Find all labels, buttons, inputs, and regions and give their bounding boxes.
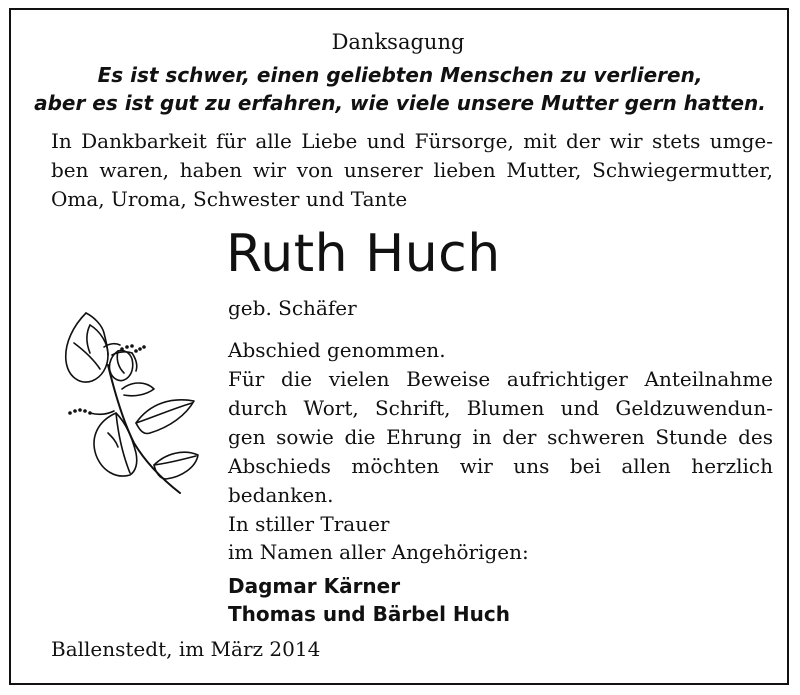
thanks-line-2: durch Wort, Schrift, Blumen und Geldzuwendun- bbox=[228, 396, 773, 420]
farewell-text: Abschied genommen. bbox=[228, 338, 446, 362]
motto-line-2: aber es ist gut zu erfahren, wie viele unsere Mutter gern hatten. bbox=[34, 91, 766, 115]
thanks-line-5: bedanken. bbox=[228, 483, 334, 507]
mourning-line-2: im Namen aller Angehörigen: bbox=[228, 540, 529, 564]
intro-line-3: Oma, Uroma, Schwester und Tante bbox=[51, 187, 408, 211]
mourning-line-1: In stiller Trauer bbox=[228, 512, 390, 536]
intro-line-1: In Dankbarkeit für alle Liebe und Fürsorge, mit der wir stets umge- bbox=[51, 129, 773, 153]
motto-line-1: Es ist schwer, einen geliebten Menschen zu verlieren, bbox=[97, 63, 703, 87]
thanks-line-3: gen sowie die Ehrung in der schweren Stunde des bbox=[228, 425, 773, 449]
intro-line-2: ben waren, haben wir von unserer lieben Mutter, Schwiegermutter, bbox=[51, 158, 773, 182]
maiden-name: geb. Schäfer bbox=[228, 296, 357, 320]
intro-paragraph bbox=[51, 127, 773, 214]
thanks-paragraph bbox=[228, 365, 773, 510]
calla-lily-icon bbox=[46, 303, 214, 498]
thanks-line-4: Abschieds möchten wir uns bei allen herzlich bbox=[228, 454, 773, 478]
signatory-1: Dagmar Kärner bbox=[228, 574, 401, 598]
deceased-name: Ruth Huch bbox=[226, 224, 501, 284]
signatory-2: Thomas und Bärbel Huch bbox=[228, 602, 510, 626]
notice-heading: Danksagung bbox=[331, 30, 465, 54]
place-date: Ballenstedt, im März 2014 bbox=[51, 637, 321, 661]
thanks-line-1: Für die vielen Beweise aufrichtiger Anteilnahme bbox=[228, 367, 773, 391]
